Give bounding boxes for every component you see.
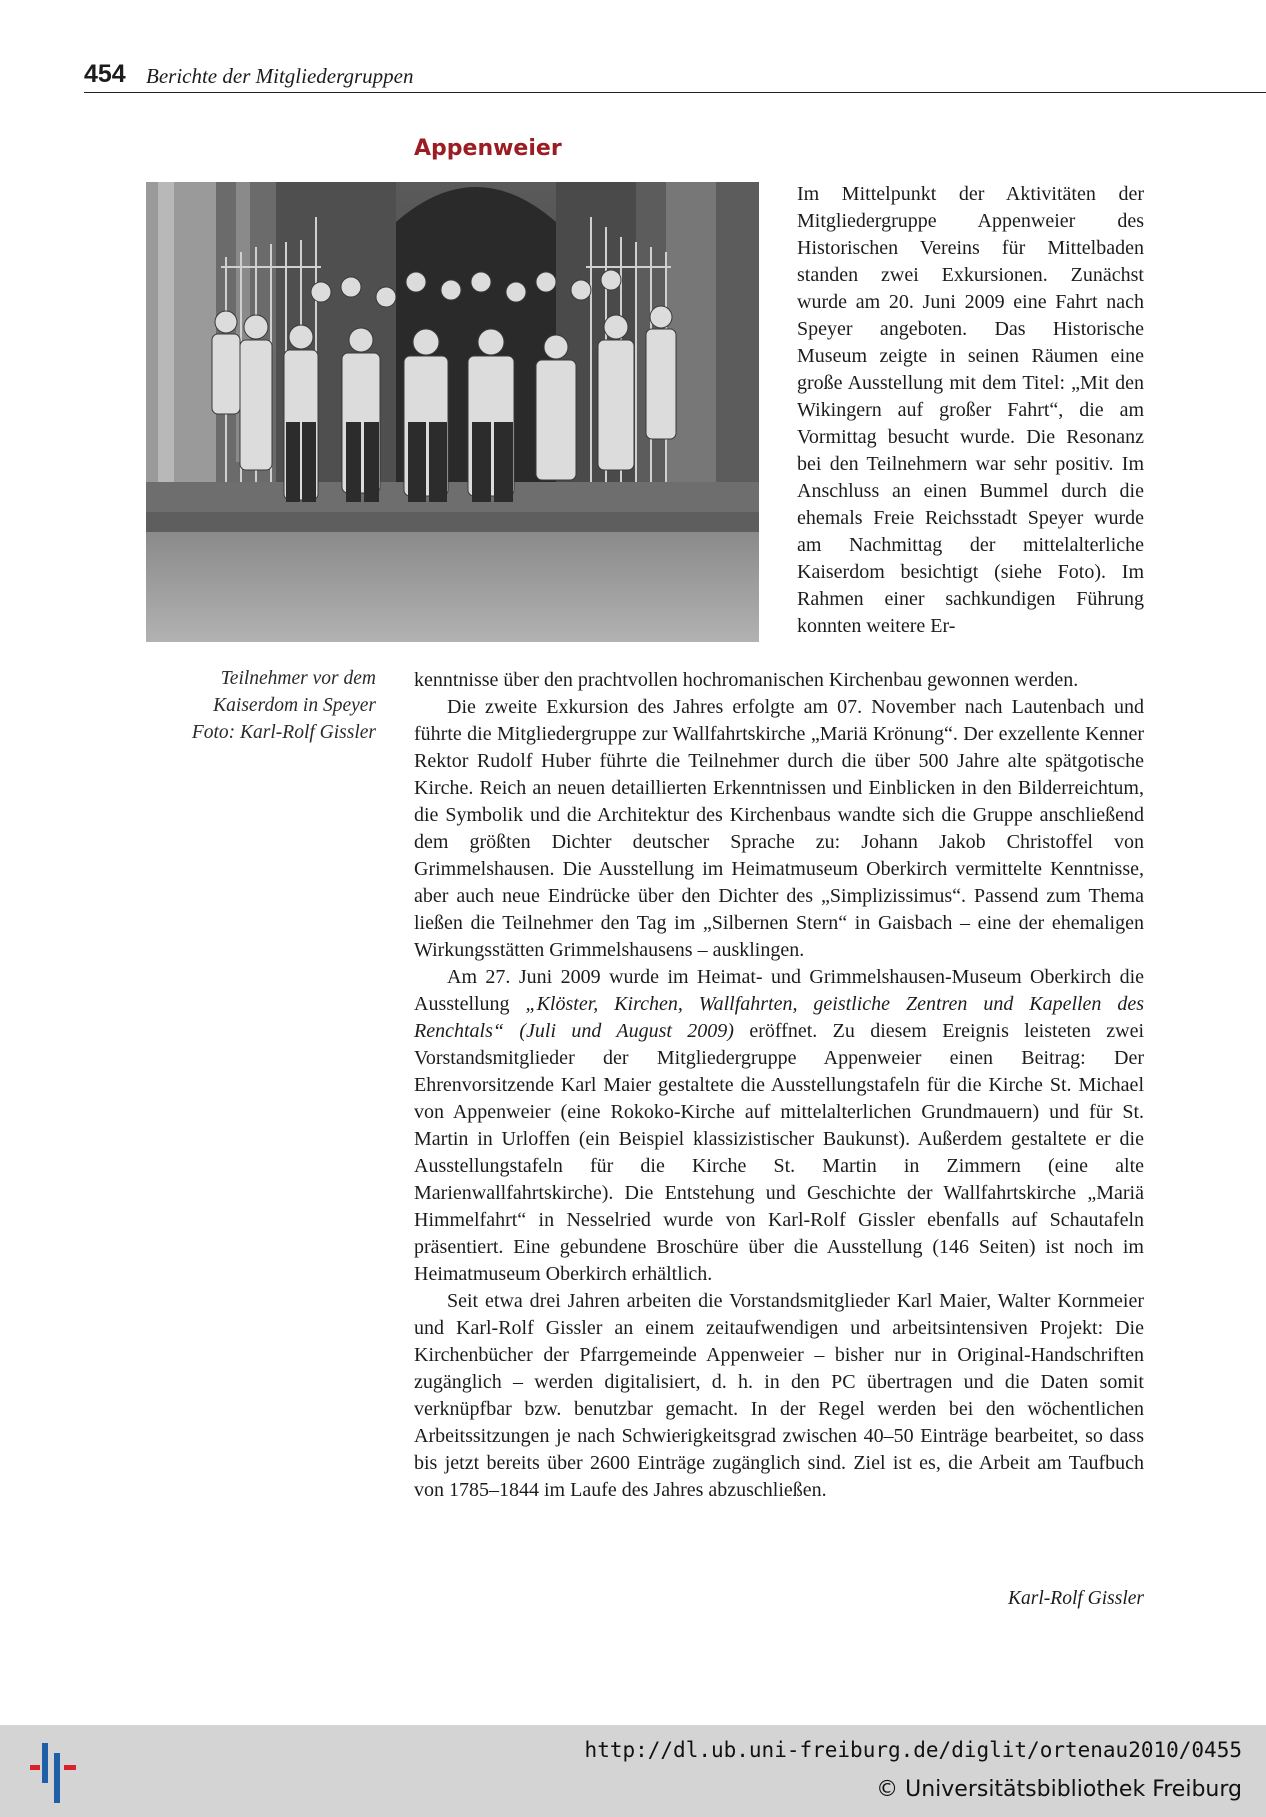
exhibition-title: „Klöster, Kirchen, Wallfahrten, geistliche Zentren und Kapellen des Renchtals“ (Juli und August 2009) — [414, 993, 1144, 1042]
footer-copyright: © Universitätsbibliothek Freiburg — [876, 1777, 1242, 1802]
ub-freiburg-logo-icon — [30, 1743, 80, 1803]
paragraph-3-end: eröffnet. Zu diesem Ereignis leisteten zwei Vorstandsmitglieder der Mitgliedergruppe Appenweier einen Beitrag: Der Ehrenvorsitzende Karl Maier gestaltete die Ausstellungstafeln für die Kirche St. Michael von Appenweier (eine Rokoko-Kirche auf mittelalterlichen Grundmauern) und für St. Martin in Urloffen (ein Beispiel klassizistischer Baukunst). Außerdem gestaltete er die Ausstellungstafeln für die Kirche St. Martin in Zimmern (eine alte Marienwallfahrtskirche). Die Entstehung und Geschichte der Wallfahrtskirche „Mariä Himmelfahrt“ in Nesselried wurde von Karl-Rolf Gissler ebenfalls auf Schautafeln präsentiert. Eine gebundene Broschüre über die Ausstellung (146 Seiten) ist noch im Heimatmuseum Oberkirch erhältlich. — [414, 1020, 1145, 1285]
paragraph-1-continued: kenntnisse über den prachtvollen hochromanischen Kirchenbau gewonnen werden. — [414, 669, 1079, 691]
article-title: Appenweier — [414, 136, 562, 161]
page-number: 454 — [84, 60, 126, 88]
page-header — [84, 60, 1266, 93]
paragraph-3 — [414, 964, 1144, 1288]
running-head: Berichte der Mitgliedergruppen — [146, 64, 414, 88]
author-signature: Karl-Rolf Gissler — [1008, 1588, 1144, 1609]
group-photo-illustration — [146, 182, 759, 642]
caption-line-2: Kaiserdom in Speyer — [213, 695, 376, 716]
photo-caption — [150, 665, 376, 746]
caption-line-3: Foto: Karl-Rolf Gissler — [191, 722, 376, 743]
paragraph-3-start: Am 27. Juni 2009 wurde im Heimat- und Grimmelshausen-Museum Oberkirch die Ausstellung — [414, 966, 1144, 1015]
article-body — [414, 667, 1144, 1504]
paragraph-1-column-text: Im Mittelpunkt der Aktivitäten der Mitgliedergruppe Appenweier des Historischen Vereins für Mittelbaden standen zwei Exkursionen. Zunächst wurde am 20. Juni 2009 eine Fahrt nach Speyer angeboten. Das Historische Museum zeigte in seinen Räumen eine große Ausstellung mit dem Titel: „Mit den Wikingern auf großer Fahrt“, die am Vormittag besucht wurde. Die Resonanz bei den Teilnehmern war sehr positiv. Im Anschluss an einen Bummel durch die ehemals Freie Reichsstadt Speyer wurde am Nachmittag der mittelalterliche Kaiserdom besichtigt (siehe Foto). Im Rahmen einer sachkundigen Führung konnten weitere Er- — [797, 183, 1144, 637]
caption-line-1: Teilnehmer vor dem — [220, 668, 376, 689]
paragraph-1-column — [797, 181, 1144, 640]
footer-url-link[interactable]: http://dl.ub.uni-freiburg.de/diglit/ortenau2010/0455 — [584, 1738, 1242, 1762]
paragraph-4: Seit etwa drei Jahren arbeiten die Vorstandsmitglieder Karl Maier, Walter Kornmeier und Karl-Rolf Gissler an einem zeitaufwendigen und arbeitsintensiven Projekt: Die Kirchenbücher der Pfarrgemeinde Appenweier – bisher nur in Original-Handschriften zugänglich – werden digitalisiert, d. h. in den PC übertragen und die Daten somit verknüpfbar bzw. benutzbar gemacht. In der Regel werden bei den wöchentlichen Arbeitssitzungen je nach Schwierigkeitsgrad zwischen 40–50 Einträge bearbeitet, so dass bis jetzt bereits über 2600 Einträge zugänglich sind. Ziel ist es, die Arbeit am Taufbuch von 1785–1844 im Laufe des Jahres abzuschließen. — [414, 1290, 1144, 1501]
group-photo — [146, 182, 759, 642]
footer-bar — [0, 1725, 1266, 1817]
paragraph-2: Die zweite Exkursion des Jahres erfolgte am 07. November nach Lautenbach und führte die Mitgliedergruppe zur Wallfahrtskirche „Mariä Krönung“. Der exzellente Kenner Rektor Rudolf Huber führte die Teilnehmer durch die über 500 Jahre alte spätgotische Kirche. Reich an neuen detaillierten Erkenntnissen und Einblicken in den Bilderreichtum, die Symbolik und die Architektur des Kirchenbaus wandte sich die Gruppe anschließend dem größten Dichter deutscher Sprache zu: Johann Jakob Christoffel von Grimmelshausen. Die Ausstellung im Heimatmuseum Oberkirch vermittelte Kenntnisse, aber auch neue Eindrücke über den Dichter des „Simplizissimus“. Passend zum Thema ließen die Teilnehmer den Tag im „Silbernen Stern“ in Gaisbach – eine der ehemaligen Wirkungsstätten Grimmelshausens – ausklingen. — [414, 696, 1144, 961]
